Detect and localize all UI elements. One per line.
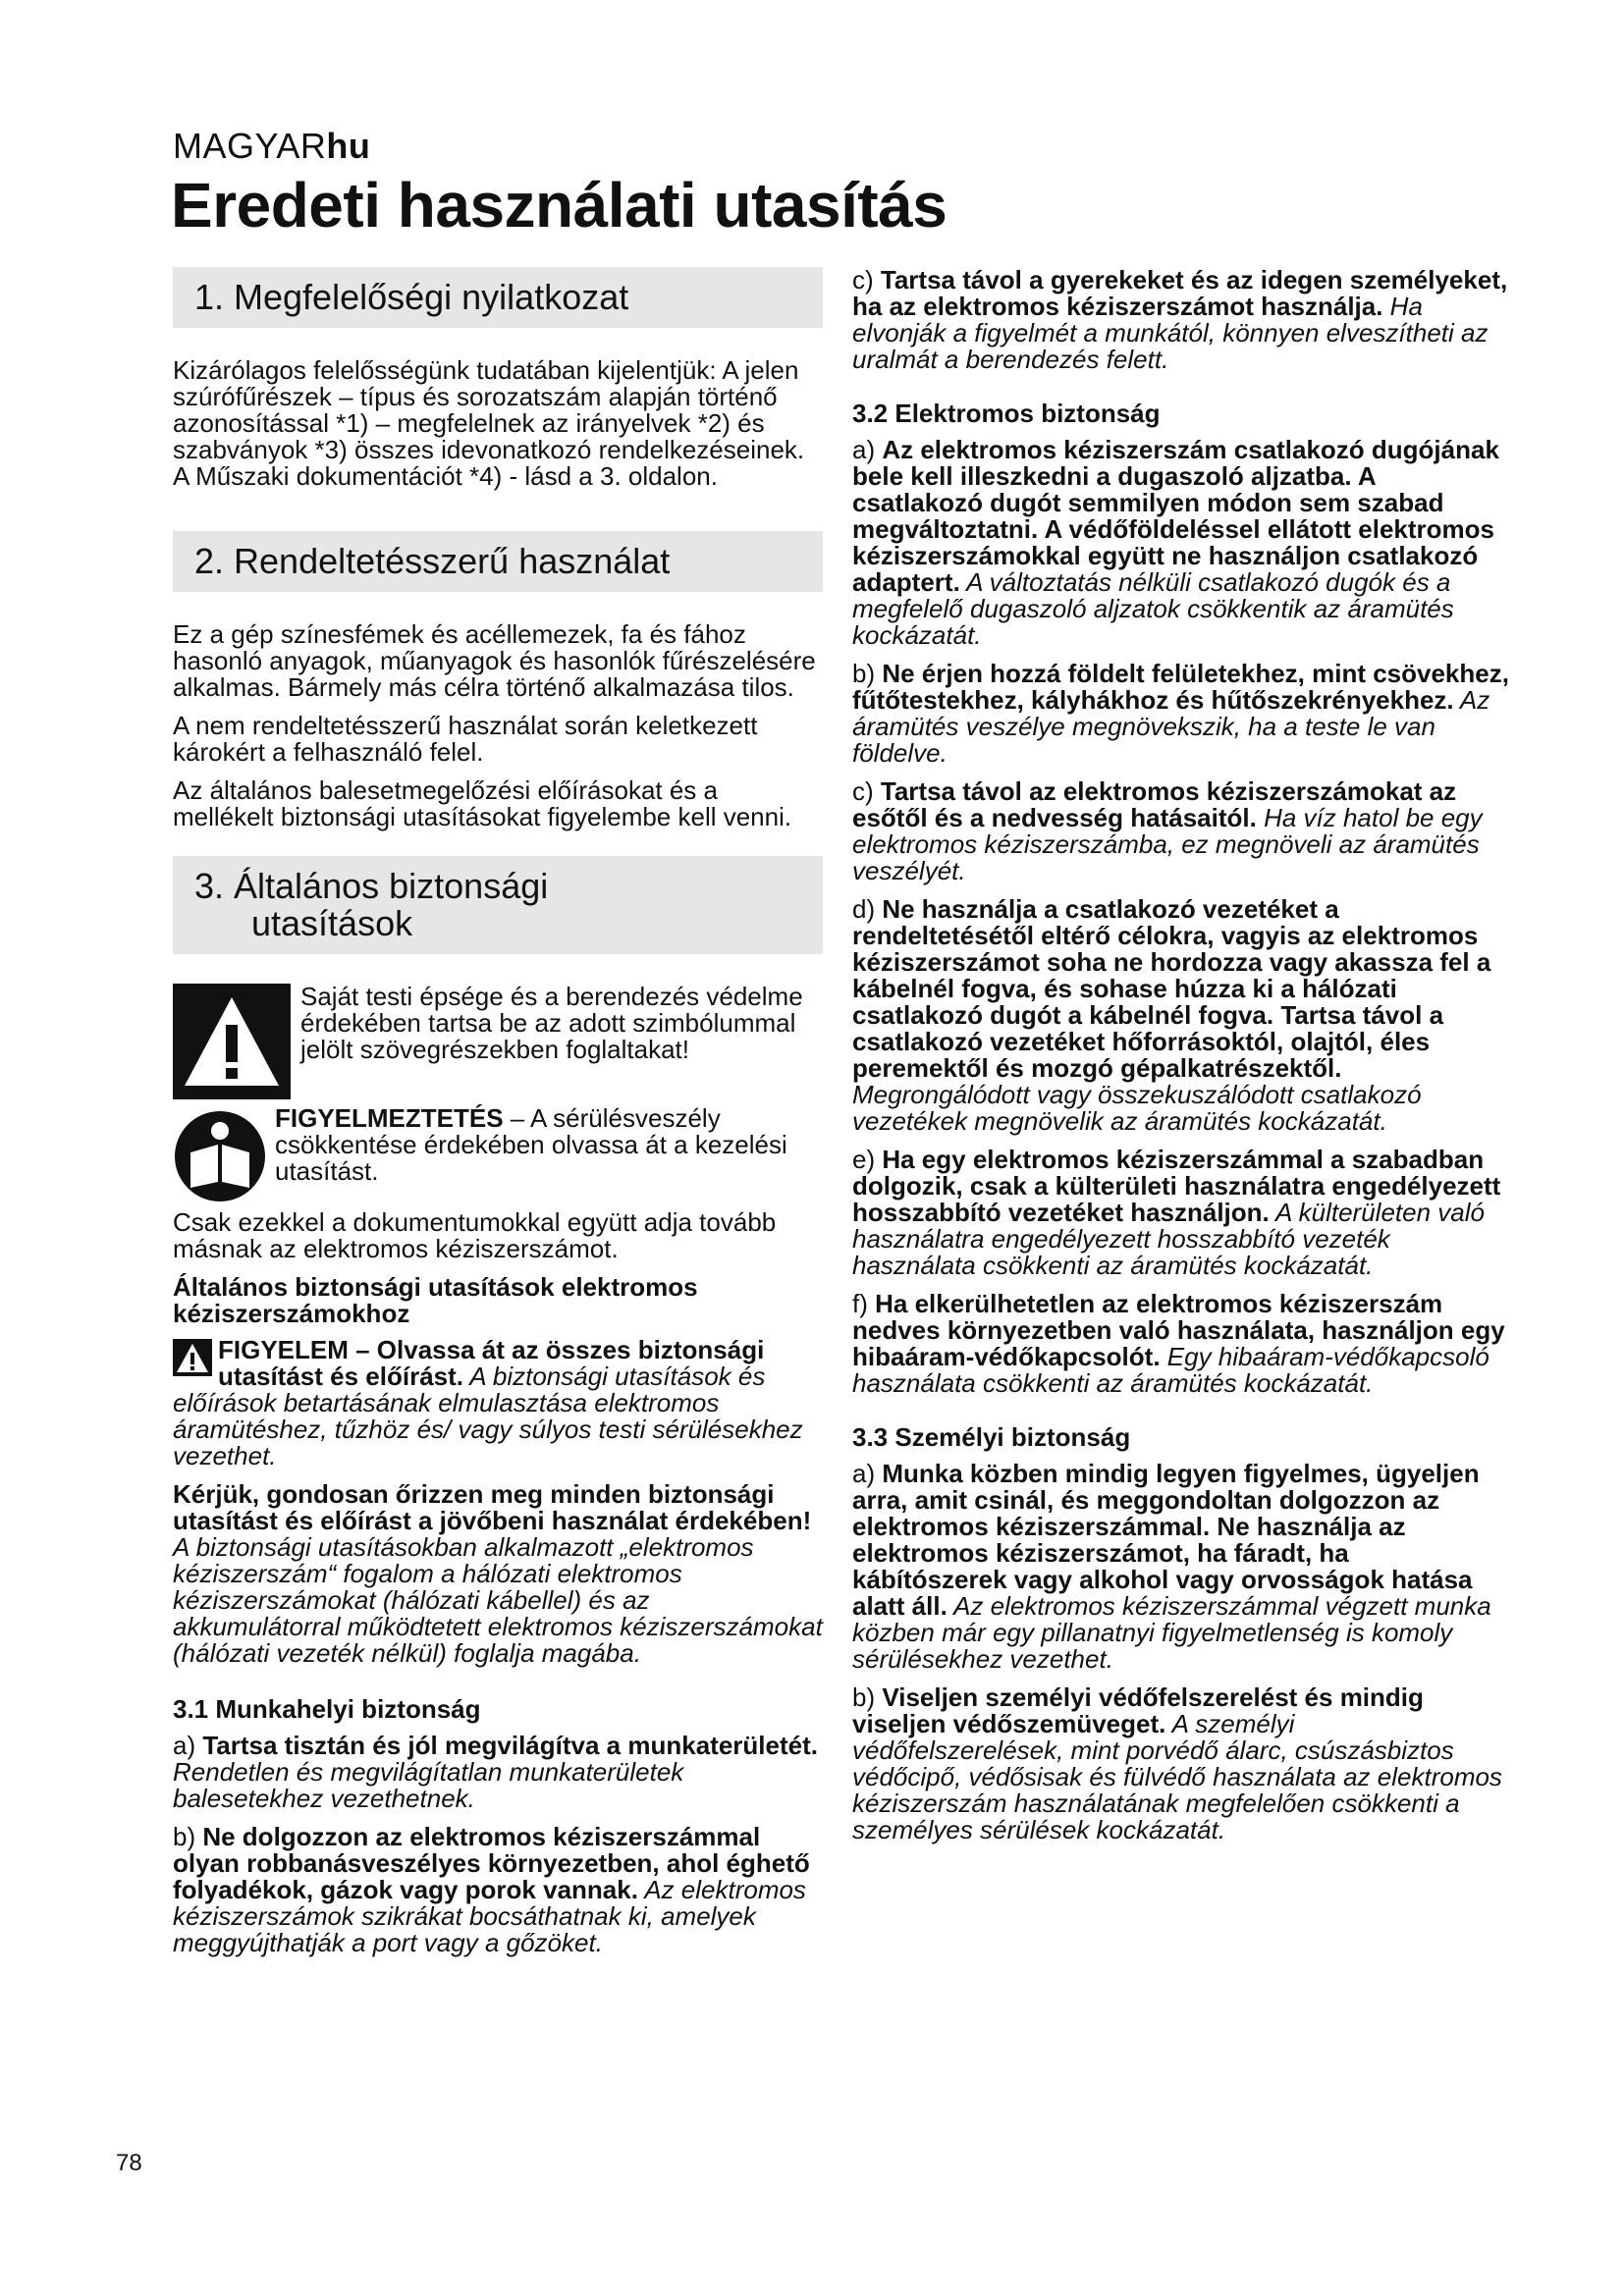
warning-symbol-text: Saját testi épsége és a berendezés védelme érdekében tartsa be az adott szimbólummal jelölt szövegrészekben foglaltakat! — [300, 982, 803, 1064]
section-2-p2: A nem rendeltetésszerű használat során keletkezett károkért a felhasználó felel. — [173, 711, 758, 767]
section-3-1-b: b) Ne dolgozzon az elektromos kéziszerszámmal olyan robbanásveszélyes környezetben, ahol éghető folyadékok, gázok vagy porok vannak. Az elektromos kéziszerszámok szikrákat bocsáthatnak ki, amelyek meggyújthatják a port vagy a gőzöket. — [173, 1822, 810, 1957]
section-2-p3: Az általános balesetmegelőzési előírásokat és a mellékelt biztonsági utasításokat figyelembe kell venni. — [173, 775, 792, 831]
section-3-2-d: d) Ne használja a csatlakozó vezetéket a rendeltetésétől eltérő célokra, vagyis az elektromos kéziszerszámot soha ne hordozza vagy akassza fel a kábelnél fogva, és sohase húzza ki a hálózati csatlakozó dugót a kábelnél fogva. Tartsa távol a csatlakozó vezetéket hőforrásoktól, olajtól, éles peremektől és mozgó gépalkatrészektől. Megrongálódott vagy összekuszálódott csatlakozó vezetékek megnövelik az áramütés kockázatát. — [852, 894, 1491, 1136]
section-3-2-f: f) Ha elkerülhetetlen az elektromos kéziszerszám nedves környezetben való használata, használjon egy hibaáram-védőkapcsolót. Egy hibaáram-védőkapcsoló használata csökkenti az áramütés kockázatát. — [852, 1289, 1505, 1398]
section-1-heading: 1. Megfelelőségi nyilatkozat — [173, 267, 823, 328]
section-1-body: Kizárólagos felelősségünk tudatában kijelentjük: A jelen szúrófűrészek – típus és sorozatszám alapján történő azonosítással *1) – megfelelnek az irányelvek *2) és szabványok *3) összes idevonatkozó rendelkezéseinek. A Műszaki dokumentációt *4) - lásd a 3. oldalon. — [173, 355, 805, 491]
section-3-1-heading: 3.1 Munkahelyi biztonság — [173, 1694, 481, 1724]
figyelmeztetes-text: – A sérülésveszély csökkentése érdekében olvassa át a kezelési utasítást. — [275, 1103, 787, 1186]
section-3-1-c: c) Tartsa távol a gyerekeket és az idegen személyeket, ha az elektromos kéziszerszámot használja. Ha elvonják a figyelmét a munkától, könnyen elveszítheti az uralmát a berendezés felett. — [852, 265, 1508, 374]
docs-text: Csak ezekkel a dokumentumokkal együtt adja tovább másnak az elektromos kéziszerszámot. — [173, 1207, 777, 1263]
section-3-2-e: e) Ha egy elektromos kéziszerszámmal a szabadban dolgozik, csak a külterületi használatra engedélyezett hosszabbító vezetéket használjon. A külterületen való használatra engedélyezett hosszabbító vezeték használata csökkenti az áramütés kockázatát. — [852, 1145, 1501, 1280]
warning-triangle-small-icon — [173, 1339, 212, 1376]
section-3-2-c: c) Tartsa távol az elektromos kéziszerszámokat az esőtől és a nedvesség hatásaitól. Ha víz hatol be egy elektromos kéziszerszámba, ez megnöveli az áramütés veszélyét. — [852, 776, 1483, 885]
figyelmeztetes-label: FIGYELMEZTETÉS — [275, 1103, 504, 1133]
section-3-2-a: a) Az elektromos kéziszerszám csatlakozó dugójának bele kell illeszkedni a dugaszoló aljzatba. A csatlakozó dugót semmilyen módon sem szabad megváltoztatni. A védőföldeléssel ellátott elektromos kéziszerszámokkal együtt ne használjon csatlakozó adaptert. A változtatás nélküli csatlakozó dugók és a megfelelő dugaszoló aljzatok csökkentik az áramütés kockázatát. — [852, 435, 1499, 650]
section-3-3-b: b) Viseljen személyi védőfelszerelést és mindig viseljen védőszemüveget. A személyi védőfelszerelések, mint porvédő álarc, csúszásbiztos védőcipő, védősisak és fülvédő használata az elektromos kéziszerszám használatának megfelelően csökkenti a személyes sérülések kockázatát. — [852, 1682, 1502, 1844]
language-label: MAGYARhu — [173, 126, 371, 166]
read-manual-row — [173, 1105, 823, 1203]
section-3-2-b: b) Ne érjen hozzá földelt felületekhez, mint csövekhez, fűtőtestekhez, kályhákhoz és hűtőszekrényekhez. Az áramütés veszélye megnövekszik, ha a teste le van földelve. — [852, 659, 1509, 768]
general-safety-heading: Általános biztonsági utasítások elektromos kéziszerszámokhoz — [173, 1272, 698, 1328]
section-2-p1: Ez a gép színesfémek és acéllemezek, fa és fához hasonló anyagok, műanyagok és hasonlók fűrészelésére alkalmas. Bármely más célra történő alkalmazása tilos. — [173, 619, 816, 702]
section-3-3-heading: 3.3 Személyi biztonság — [852, 1422, 1131, 1452]
page-number: 78 — [116, 2150, 142, 2176]
section-2-heading: 2. Rendeltetésszerű használat — [173, 531, 823, 592]
section-3-1-a: a) Tartsa tisztán és jól megvilágítva a munkaterületét. Rendetlen és megvilágítatlan munkaterületek balesetekhez vezethetnek. — [173, 1731, 818, 1813]
keep-instructions-paragraph: Kérjük, gondosan őrizzen meg minden biztonsági utasítást és előírást a jövőbeni használat érdekében! A biztonsági utasításokban alkalmazott „elektromos kéziszerszám“ fogalom a hálózati elektromos kéziszerszámokat (hálózati kábellel) és az akkumulátorral működtetett elektromos kéziszerszámokat (hálózati vezeték nélkül) foglalja magába. — [173, 1479, 823, 1668]
warning-triangle-icon — [173, 984, 291, 1099]
figyelem-paragraph: FIGYELEM – Olvassa át az összes biztonsági utasítást és előírást. A biztonsági utasítások és előírások betartásának elmulasztása elektromos áramütéshez, tűzhöz és/ vagy súlyos testi sérülésekhez vezethet. — [173, 1335, 803, 1470]
read-manual-icon — [173, 1109, 267, 1203]
page-title: Eredeti használati utasítás — [171, 170, 947, 240]
warning-symbol-row — [173, 984, 823, 1099]
right-column — [852, 267, 1510, 1855]
section-3-3-a: a) Munka közben mindig legyen figyelmes, ügyeljen arra, amit csinál, és meggondoltan dolgozzon az elektromos kéziszerszámmal. Ne használja az elektromos kéziszerszámot, ha fáradt, ha kábítószerek vagy alkohol vagy orvosságok hatása alatt áll. Az elektromos kéziszerszámmal végzett munka közben már egy pillanatnyi figyelmetlenség is komoly sérülésekhez vezethet. — [852, 1459, 1491, 1674]
left-column — [173, 267, 823, 1968]
section-3-2-heading: 3.2 Elektromos biztonság — [852, 399, 1161, 428]
section-3-heading: 3. Általános biztonsági utasítások — [173, 856, 823, 954]
